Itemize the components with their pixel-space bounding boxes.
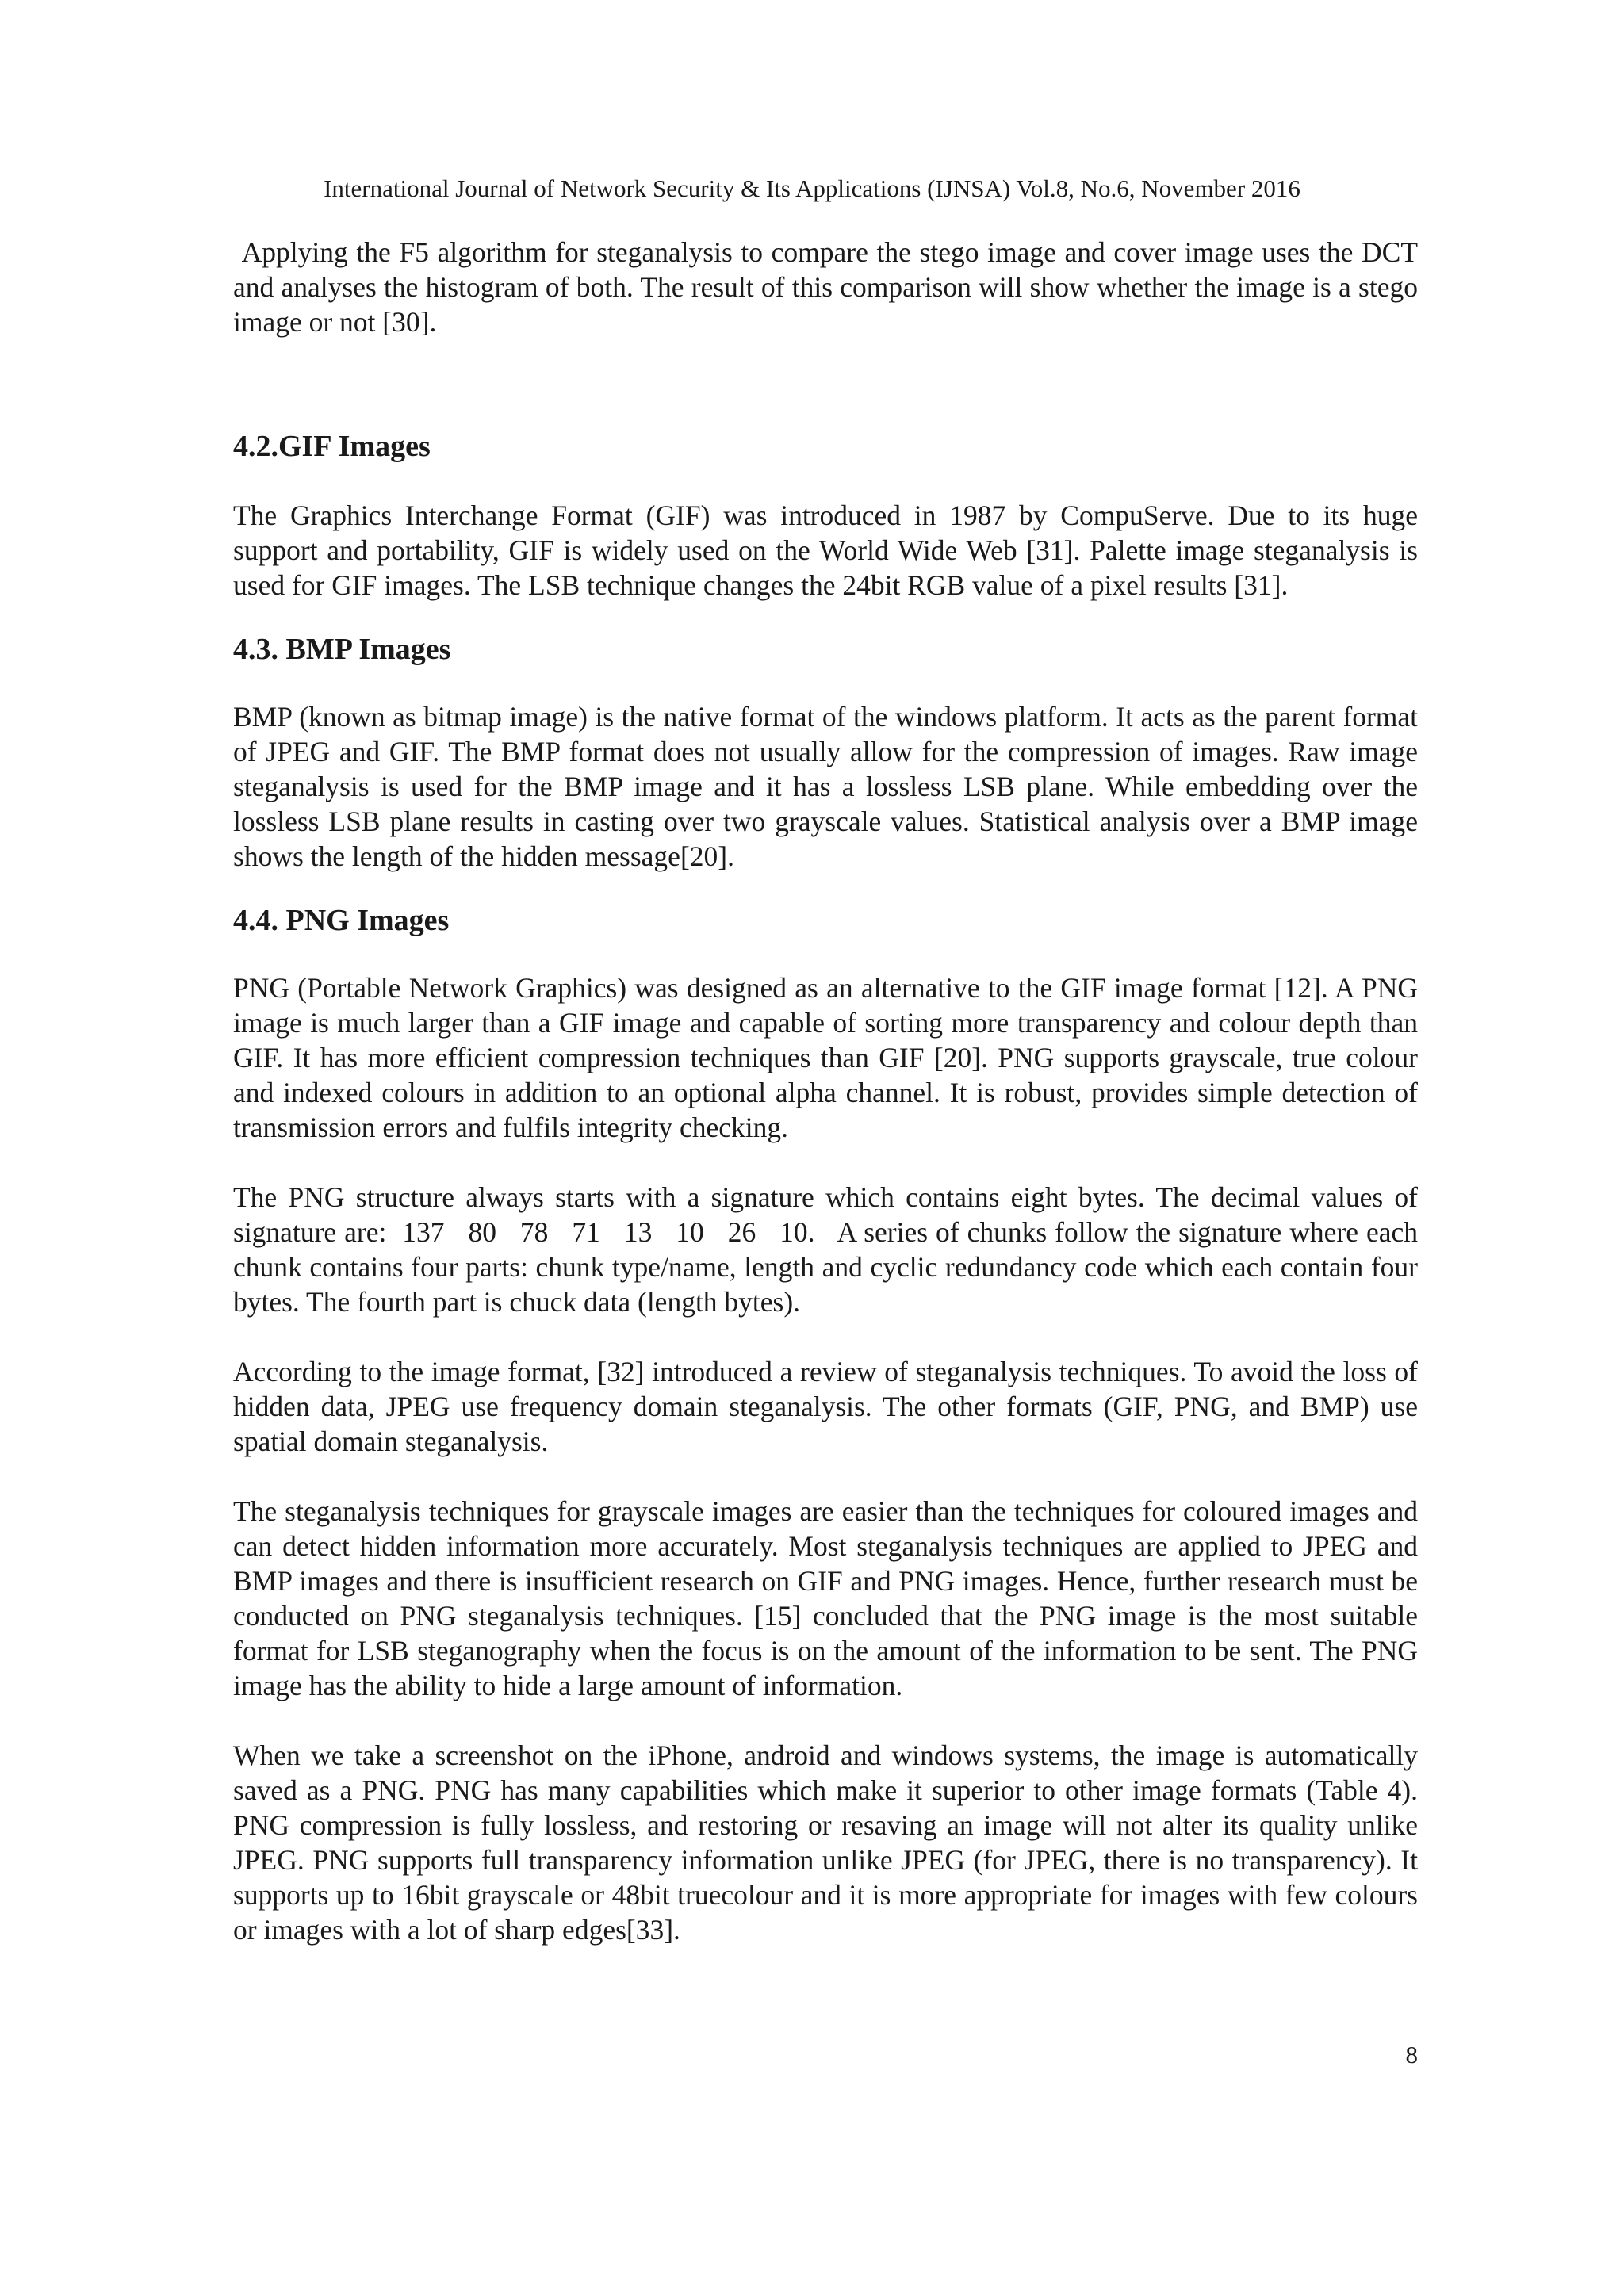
main-content (233, 235, 1425, 1947)
paragraph-gif: The Graphics Interchange Format (GIF) was introduced in 1987 by CompuServe. Due to its huge support and portability, GIF is widely used on the World Wide Web [31]. Palette image steganalysis is used for GIF images. The LSB technique changes the 24bit RGB value of a pixel results [31]. (233, 499, 1418, 601)
paragraph-png-capabilities: When we take a screenshot on the iPhone, android and windows systems, the image is automatically saved as a PNG. PNG has many capabilities which make it superior to other image formats (Table 4). PNG compression is fully lossless, and restoring or resaving an image will not alter its quality unlike JPEG. PNG supports full transparency information unlike JPEG (for JPEG, there is no transparency). It supports up to 16bit grayscale or 48bit truecolour and it is more appropriate for images with few colours or images with a lot of sharp edges[33]. (233, 1739, 1418, 1946)
paragraph-f5-steganalysis: Applying the F5 algorithm for steganalysis to compare the stego image and cover image uses the DCT and analyses the histogram of both. The result of this comparison will show whether the image is a stego image or not [30]. (233, 236, 1425, 338)
page-number: 8 (1405, 2041, 1418, 2068)
paragraph-png-intro: PNG (Portable Network Graphics) was designed as an alternative to the GIF image format [12]. A PNG image is much larger than a GIF image and capable of sorting more transparency and colour depth than GIF. It has more efficient compression techniques than GIF [20]. PNG supports grayscale, true colour and indexed colours in addition to an optional alpha channel. It is robust, provides simple detection of transmission errors and fulfils integrity checking. (233, 972, 1418, 1143)
section-heading-bmp: 4.3. BMP Images (233, 633, 451, 666)
section-heading-png: 4.4. PNG Images (233, 904, 450, 937)
paragraph-png-techniques: The steganalysis techniques for grayscale images are easier than the techniques for coloured images and can detect hidden information more accurately. Most steganalysis techniques are applied to JPEG and BMP images and there is insufficient research on GIF and PNG images. Hence, further research must be conducted on PNG steganalysis techniques. [15] concluded that the PNG image is the most suitable format for LSB steganography when the focus is on the amount of the information to be sent. The PNG image has the ability to hide a large amount of information. (233, 1495, 1418, 1701)
paragraph-bmp: BMP (known as bitmap image) is the native format of the windows platform. It acts as the parent format of JPEG and GIF. The BMP format does not usually allow for the compression of images. Raw image steganalysis is used for the BMP image and it has a lossless LSB plane. While embedding over the lossless LSB plane results in casting over two grayscale values. Statistical analysis over a BMP image shows the length of the hidden message[20]. (233, 701, 1418, 872)
paragraph-png-formats: According to the image format, [32] introduced a review of steganalysis techniques. To avoid the loss of hidden data, JPEG use frequency domain steganalysis. The other formats (GIF, PNG, and BMP) use spatial domain steganalysis. (233, 1356, 1418, 1457)
paragraph-png-structure: The PNG structure always starts with a signature which contains eight bytes. The decimal values of signature are: 137 80 78 71 13 10 26 10. A series of chunks follow the signature where each chunk contains four parts: chunk type/name, length and cyclic redundancy code which each contain four bytes. The fourth part is chuck data (length bytes). (233, 1181, 1425, 1318)
section-heading-gif: 4.2.GIF Images (233, 430, 431, 463)
running-header: International Journal of Network Security & Its Applications (IJNSA) Vol.8, No.6, November 2016 (324, 174, 1300, 202)
